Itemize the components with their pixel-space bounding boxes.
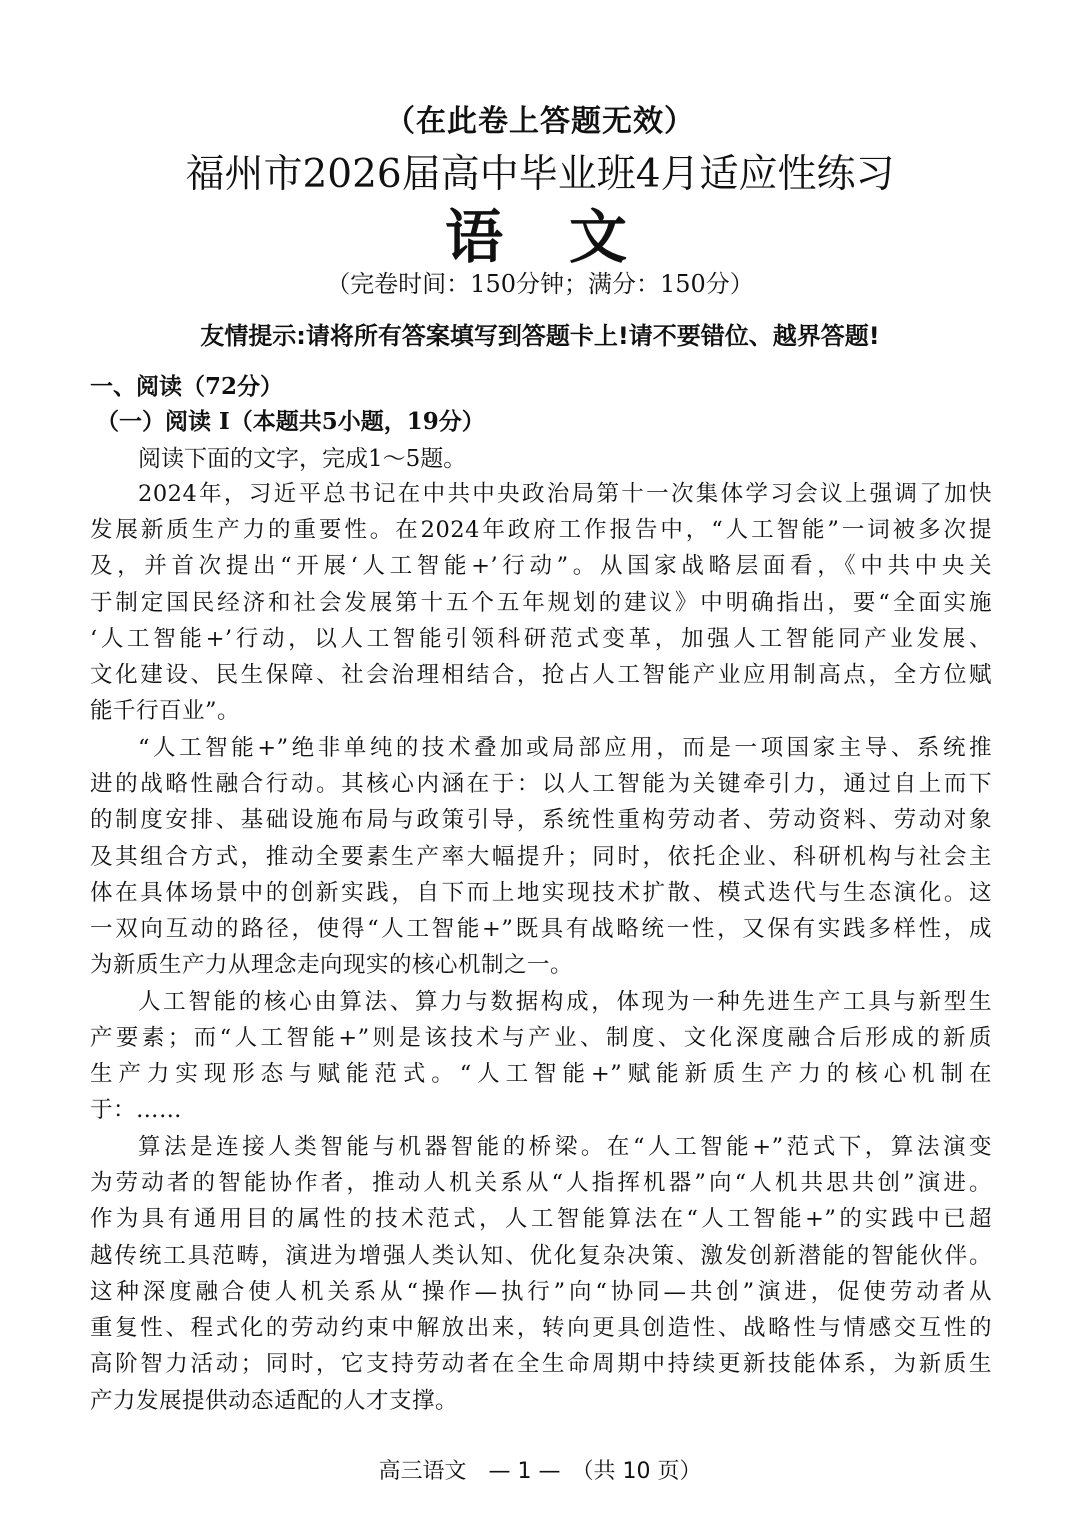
paragraph-1-line: 2024年，习近平总书记在中共中央政治局第十一次集体学习会议上强调了加快 — [138, 481, 992, 507]
paragraph-2-line: 进的战略性融合行动。其核心内涵在于：以人工智能为关键牵引力，通过自上而下 — [90, 771, 992, 797]
paragraph-2-line: 的制度安排、基础设施布局与政策引导，系统性重构劳动者、劳动资料、劳动对象 — [90, 807, 992, 833]
section-heading: 一、阅读（72分） — [90, 373, 284, 400]
paragraph-1-line: 发展新质生产力的重要性。在2024年政府工作报告中，“人工智能”一词被多次提 — [90, 517, 992, 543]
subsection-heading: （一）阅读 I（本题共5小题，19分） — [96, 408, 485, 435]
paragraph-4-line: 为劳动者的智能协作者，推动人机关系从“人指挥机器”向“人机共思共创”演进。 — [90, 1170, 992, 1196]
paragraph-1-line: 文化建设、民生保障、社会治理相结合，抢占人工智能产业应用制高点，全方位赋 — [90, 662, 992, 688]
paragraph-3-line: 人工智能的核心由算法、算力与数据构成，体现为一种先进生产工具与新型生 — [138, 989, 992, 1015]
paragraph-2-line: 一双向互动的路径，使得“人工智能+”既具有战略统一性，又保有实践多样性，成 — [90, 916, 992, 942]
reading-instruction: 阅读下面的文字，完成1～5题。 — [138, 446, 467, 472]
paragraph-1-line: 能千行百业”。 — [90, 698, 241, 724]
exam-time-info: （完卷时间：150分钟；满分：150分） — [326, 270, 754, 298]
paragraph-2-line: 及其组合方式，推动全要素生产率大幅提升；同时，依托企业、科研机构与社会主 — [90, 844, 992, 870]
paragraph-4-line: 作为具有通用目的属性的技术范式，人工智能算法在“人工智能+”的实践中已超 — [90, 1206, 992, 1232]
subject-char-1: 语 — [444, 203, 511, 271]
paragraph-2-line: “人工智能+”绝非单纯的技术叠加或局部应用，而是一项国家主导、系统推 — [138, 735, 992, 761]
paragraph-4-line: 这种深度融合使人机关系从“操作—执行”向“协同—共创”演进，促使劳动者从 — [90, 1279, 992, 1305]
invalid-answer-notice: （在此卷上答题无效） — [385, 104, 695, 139]
paragraph-4-line: 产力发展提供动态适配的人才支撑。 — [90, 1388, 459, 1414]
paragraph-3-line: 产要素；而“人工智能+”则是该技术与产业、制度、文化深度融合后形成的新质 — [90, 1025, 992, 1051]
page-footer: 高三语文 — 1 — （共 10 页） — [378, 1459, 702, 1484]
paragraph-2-line: 为新质生产力从理念走向现实的核心机制之一。 — [90, 952, 574, 978]
paragraph-4-line: 重复性、程式化的劳动约束中解放出来，转向更具创造性、战略性与情感交互性的 — [90, 1315, 992, 1341]
paragraph-3-line: 于：…… — [90, 1097, 183, 1123]
paragraph-4-line: 越传统工具范畴，演进为增强人类认知、优化复杂决策、激发创新潜能的智能伙伴。 — [90, 1243, 992, 1269]
paragraph-1-line: ‘人工智能+’行动，以人工智能引领科研范式变革，加强人工智能同产业发展、 — [90, 626, 992, 652]
paragraph-1-line: 及，并首次提出“开展‘人工智能+’行动”。从国家战略层面看，《中共中央关 — [90, 553, 992, 579]
paragraph-4-line: 高阶智力活动；同时，它支持劳动者在全生命周期中持续更新技能体系，为新质生 — [90, 1351, 992, 1377]
paragraph-1-line: 于制定国民经济和社会发展第十五个五年规划的建议》中明确指出，要“全面实施 — [90, 590, 992, 616]
paragraph-4-line: 算法是连接人类智能与机器智能的桥梁。在“人工智能+”范式下，算法演变 — [138, 1134, 992, 1160]
exam-title: 福州市2026届高中毕业班4月适应性练习 — [185, 152, 895, 197]
subject-title — [0, 190, 1080, 274]
paragraph-3-line: 生产力实现形态与赋能范式。“人工智能+”赋能新质生产力的核心机制在 — [90, 1061, 992, 1087]
friendly-tip: 友情提示:请将所有答案填写到答题卡上!请不要错位、越界答题! — [200, 322, 880, 350]
paragraph-2-line: 体在具体场景中的创新实践，自下而上地实现技术扩散、模式迭代与生态演化。这 — [90, 880, 992, 906]
subject-char-2: 文 — [569, 203, 636, 271]
